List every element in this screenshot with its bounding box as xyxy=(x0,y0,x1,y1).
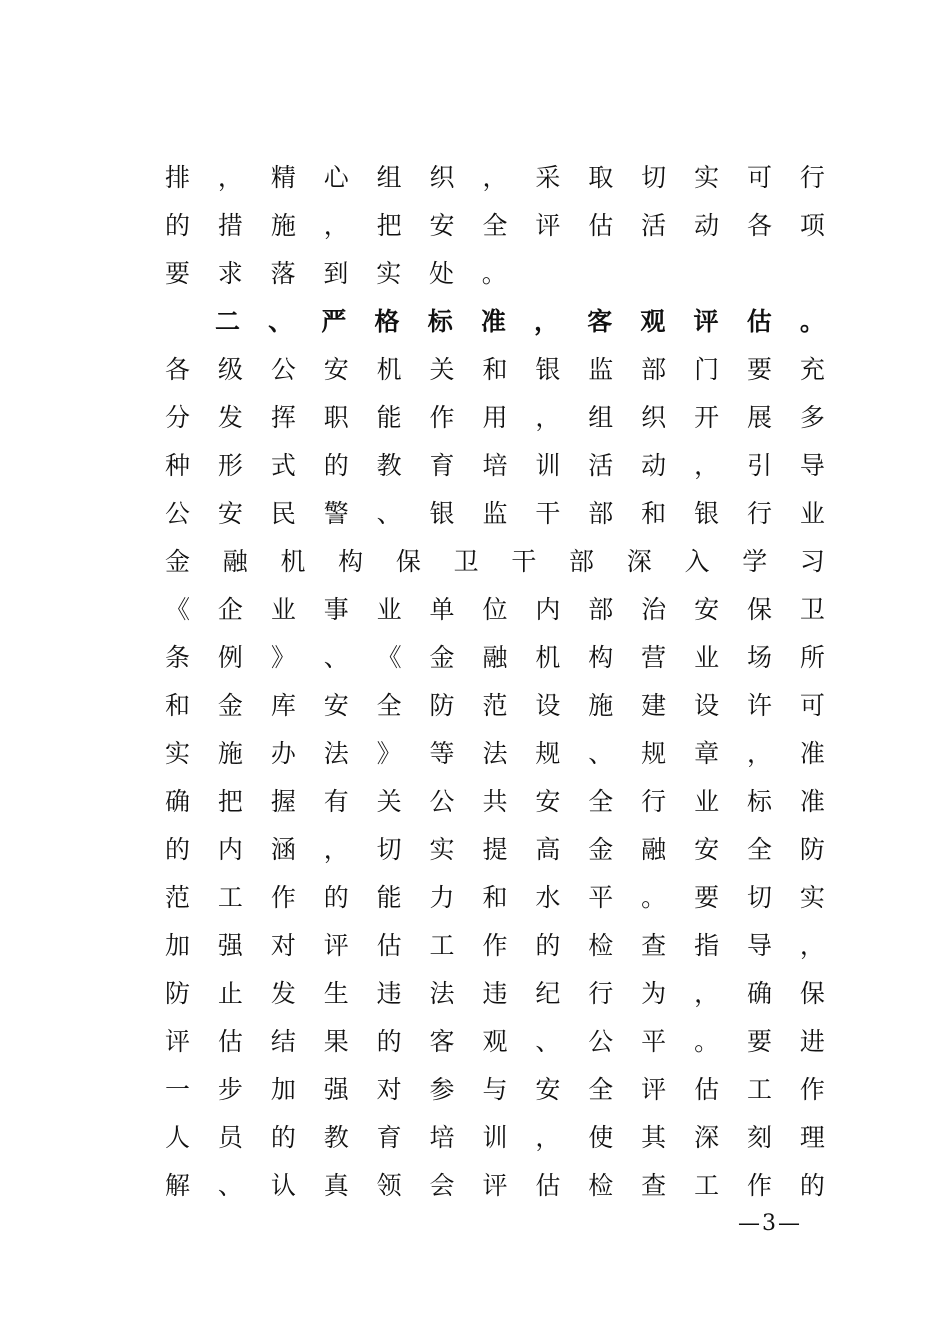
text-line: 分 发 挥 职 能 作 用 ， 组 织 开 展 多 xyxy=(165,403,825,432)
text-line: 金 融 机 构 保 卫 干 部 深 入 学 习 xyxy=(165,547,825,576)
text-line: 各 级 公 安 机 关 和 银 监 部 门 要 充 xyxy=(165,355,825,384)
text-line: 《 企 业 事 业 单 位 内 部 治 安 保 卫 xyxy=(165,595,825,624)
text-line: 公 安 民 警 、 银 监 干 部 和 银 行 业 xyxy=(165,499,825,528)
text-line: 的 措 施 ， 把 安 全 评 估 活 动 各 项 xyxy=(165,211,825,240)
text-line: 确 把 握 有 关 公 共 安 全 行 业 标 准 xyxy=(165,787,825,816)
text-line: 排 ， 精 心 组 织 ， 采 取 切 实 可 行 xyxy=(165,163,825,192)
text-line: 人 员 的 教 育 培 训 ， 使 其 深 刻 理 xyxy=(165,1123,825,1152)
section-heading: 二 、 严 格 标 准 ， 客 观 评 估 。 xyxy=(215,307,825,336)
text-line: 实 施 办 法 》 等 法 规 、 规 章 ， 准 xyxy=(165,739,825,768)
text-line: 加 强 对 评 估 工 作 的 检 查 指 导 ， xyxy=(165,931,825,960)
text-line: 的 内 涵 ， 切 实 提 高 金 融 安 全 防 xyxy=(165,835,825,864)
text-line: 条 例 》 、 《 金 融 机 构 营 业 场 所 xyxy=(165,643,825,672)
text-line: 防 止 发 生 违 法 违 纪 行 为 ， 确 保 xyxy=(165,979,825,1008)
text-line: 评 估 结 果 的 客 观 、 公 平 。 要 进 xyxy=(165,1027,825,1056)
text-line: 解 、 认 真 领 会 评 估 检 查 工 作 的 xyxy=(165,1171,825,1200)
text-line: 一 步 加 强 对 参 与 安 全 评 估 工 作 xyxy=(165,1075,825,1104)
text-line: 和 金 库 安 全 防 范 设 施 建 设 许 可 xyxy=(165,691,825,720)
text-line: 范 工 作 的 能 力 和 水 平 。 要 切 实 xyxy=(165,883,825,912)
text-line: 要 求 落 到 实 处 。 xyxy=(165,259,507,288)
page-number: —3— xyxy=(738,1211,802,1236)
text-line: 种 形 式 的 教 育 培 训 活 动 ， 引 导 xyxy=(165,451,825,480)
